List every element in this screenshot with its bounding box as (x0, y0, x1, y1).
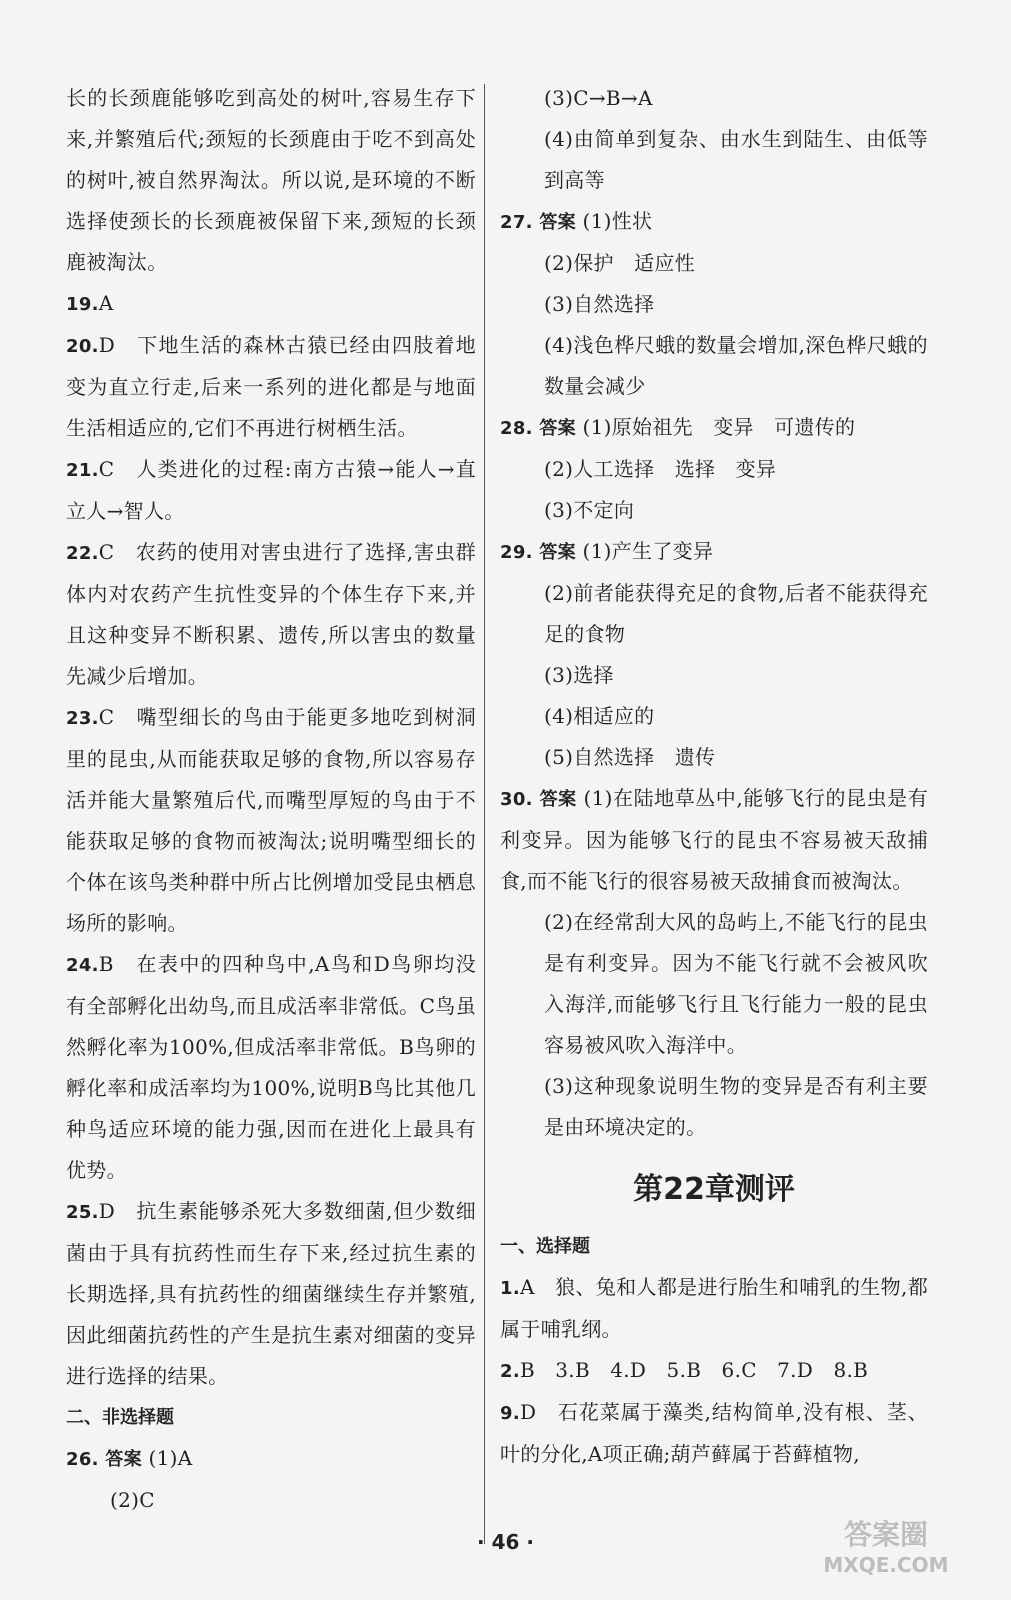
answer-label: 答案 (532, 418, 583, 439)
answer-item (500, 902, 928, 1066)
question-number: 9. (500, 1403, 520, 1424)
answer-label: 答案 (98, 1449, 149, 1470)
answer-item (500, 573, 928, 655)
answer-text: B 在表中的四种鸟中,A鸟和D鸟卵均没有全部孵化出幼鸟,而且成活率非常低。C鸟虽然孵化率为100%,但成活率非常低。B鸟卵的孵化率和成活率均为100%,说明B鸟比其他几种鸟适应环境的能力强,因而在进化上最具有优势。 (66, 952, 476, 1182)
question-number: 22. (66, 543, 99, 564)
question-number: 29. (500, 542, 533, 563)
page-number: · 46 · (477, 1530, 534, 1554)
question-number: 26. (66, 1449, 99, 1470)
answer-item (500, 655, 928, 696)
watermark-logo (801, 1510, 971, 1580)
question-number: 2. (500, 1361, 520, 1382)
question-number: 28. (500, 418, 533, 439)
answer-text: (1)原始祖先 变异 可遗传的 (582, 415, 856, 439)
answer-item (66, 283, 476, 325)
question-number: 23. (66, 708, 99, 729)
answer-text: C 人类进化的过程:南方古猿→能人→直立人→智人。 (66, 457, 476, 523)
answer-text: B 3.B 4.D 5.B 6.C 7.D 8.B (519, 1358, 869, 1382)
answer-item (500, 490, 928, 531)
answer-text: 长的长颈鹿能够吃到高处的树叶,容易生存下来,并繁殖后代;颈短的长颈鹿由于吃不到高处的树叶,被自然界淘汰。所以说,是环境的不断选择使颈长的长颈鹿被保留下来,颈短的长颈鹿被淘汰。 (66, 86, 476, 274)
answer-item (500, 119, 928, 201)
answer-text: (4)相适应的 (544, 704, 655, 728)
answer-text: (1)在陆地草丛中,能够飞行的昆虫是有利变异。因为能够飞行的昆虫不容易被天敌捕食,而不能飞行的很容易被天敌捕食而被淘汰。 (500, 786, 928, 893)
svg-text:MXQE.COM: MXQE.COM (823, 1553, 949, 1577)
answer-label: 答案 (532, 212, 583, 233)
answer-text: (2)前者能获得充足的食物,后者不能获得充足的食物 (544, 581, 928, 646)
answer-item (66, 1438, 476, 1480)
svg-text:答案圈: 答案圈 (843, 1518, 929, 1551)
question-number: 19. (66, 294, 99, 315)
question-number: 21. (66, 460, 99, 481)
answer-text: (2)C (110, 1488, 155, 1512)
answer-text: (1)性状 (582, 209, 653, 233)
answer-item (500, 1267, 928, 1350)
answer-text: (3)自然选择 (544, 292, 655, 316)
answer-text: (3)这种现象说明生物的变异是否有利主要是由环境决定的。 (544, 1074, 928, 1139)
answer-text: (2)在经常刮大风的岛屿上,不能飞行的昆虫是有利变异。因为不能飞行就不会被风吹入海洋,而能够飞行且飞行能力一般的昆虫容易被风吹入海洋中。 (544, 910, 928, 1057)
answer-text: (3)不定向 (544, 498, 635, 522)
answer-text: A 狼、兔和人都是进行胎生和哺乳的生物,都属于哺乳纲。 (500, 1275, 928, 1341)
answer-item (66, 1480, 476, 1521)
answer-item (500, 531, 928, 573)
answer-item (66, 697, 476, 944)
answer-text: (2)人工选择 选择 变异 (544, 457, 777, 481)
answer-item (500, 243, 928, 284)
question-number: 30. (500, 789, 533, 810)
answer-text: C 嘴型细长的鸟由于能更多地吃到树洞里的昆虫,从而能获取足够的食物,所以容易存活并能大量繁殖后代,而嘴型厚短的鸟由于不能获取足够的食物而被淘汰;说明嘴型细长的个体在该鸟类种群中所占比例增加受昆虫栖息场所的影响。 (66, 705, 476, 935)
answer-item (500, 737, 928, 778)
answer-item (66, 532, 476, 697)
question-number: 24. (66, 955, 99, 976)
answer-text: (5)自然选择 遗传 (544, 745, 716, 769)
chapter-title: 第22章测评 (633, 1172, 795, 1207)
answer-text: D 石花菜属于藻类,结构简单,没有根、茎、叶的分化,A项正确;葫芦藓属于苔藓植物, (500, 1400, 928, 1466)
answer-text: C 农药的使用对害虫进行了选择,害虫群体内对农药产生抗性变异的个体生存下来,并且这种变异不断积累、遗传,所以害虫的数量先减少后增加。 (66, 540, 476, 688)
section-heading: 一、选择题 (500, 1236, 590, 1257)
column-divider (484, 84, 485, 1544)
answer-item (500, 201, 928, 243)
question-number: 20. (66, 336, 99, 357)
answer-text: (4)由简单到复杂、由水生到陆生、由低等到高等 (544, 127, 928, 192)
answer-item (66, 325, 476, 449)
answer-label: 答案 (532, 789, 584, 810)
answer-item (500, 696, 928, 737)
left-column (66, 78, 476, 1521)
answer-item (500, 778, 928, 902)
question-number: 27. (500, 212, 533, 233)
answer-item (500, 284, 928, 325)
section-heading: 二、非选择题 (66, 1407, 174, 1428)
answer-item (66, 944, 476, 1191)
answer-item (500, 449, 928, 490)
answer-text: (2)保护 适应性 (544, 251, 696, 275)
right-column (500, 78, 928, 1475)
answer-item (500, 78, 928, 119)
answer-label: 答案 (532, 542, 583, 563)
answer-item (66, 78, 476, 283)
answer-item (66, 449, 476, 532)
answer-text: (3)C→B→A (544, 86, 653, 110)
answer-text: (3)选择 (544, 663, 614, 687)
question-number: 25. (66, 1202, 99, 1223)
answer-item (500, 1392, 928, 1475)
question-number: 1. (500, 1278, 520, 1299)
answer-item (500, 1066, 928, 1148)
answer-item (500, 325, 928, 407)
answer-text: (1)A (148, 1446, 193, 1470)
answer-text: (1)产生了变异 (582, 539, 714, 563)
answer-item (500, 1350, 928, 1392)
answer-item (500, 407, 928, 449)
answer-text: (4)浅色桦尺蛾的数量会增加,深色桦尺蛾的数量会减少 (544, 333, 928, 398)
answer-text: D 下地生活的森林古猿已经由四肢着地变为直立行走,后来一系列的进化都是与地面生活相适应的,它们不再进行树栖生活。 (66, 333, 476, 440)
answer-item (66, 1191, 476, 1397)
answer-text: D 抗生素能够杀死大多数细菌,但少数细菌由于具有抗药性而生存下来,经过抗生素的长期选择,具有抗药性的细菌继续生存并繁殖,因此细菌抗药性的产生是抗生素对细菌的变异进行选择的结果。 (66, 1199, 476, 1388)
answer-text: A (98, 291, 114, 315)
